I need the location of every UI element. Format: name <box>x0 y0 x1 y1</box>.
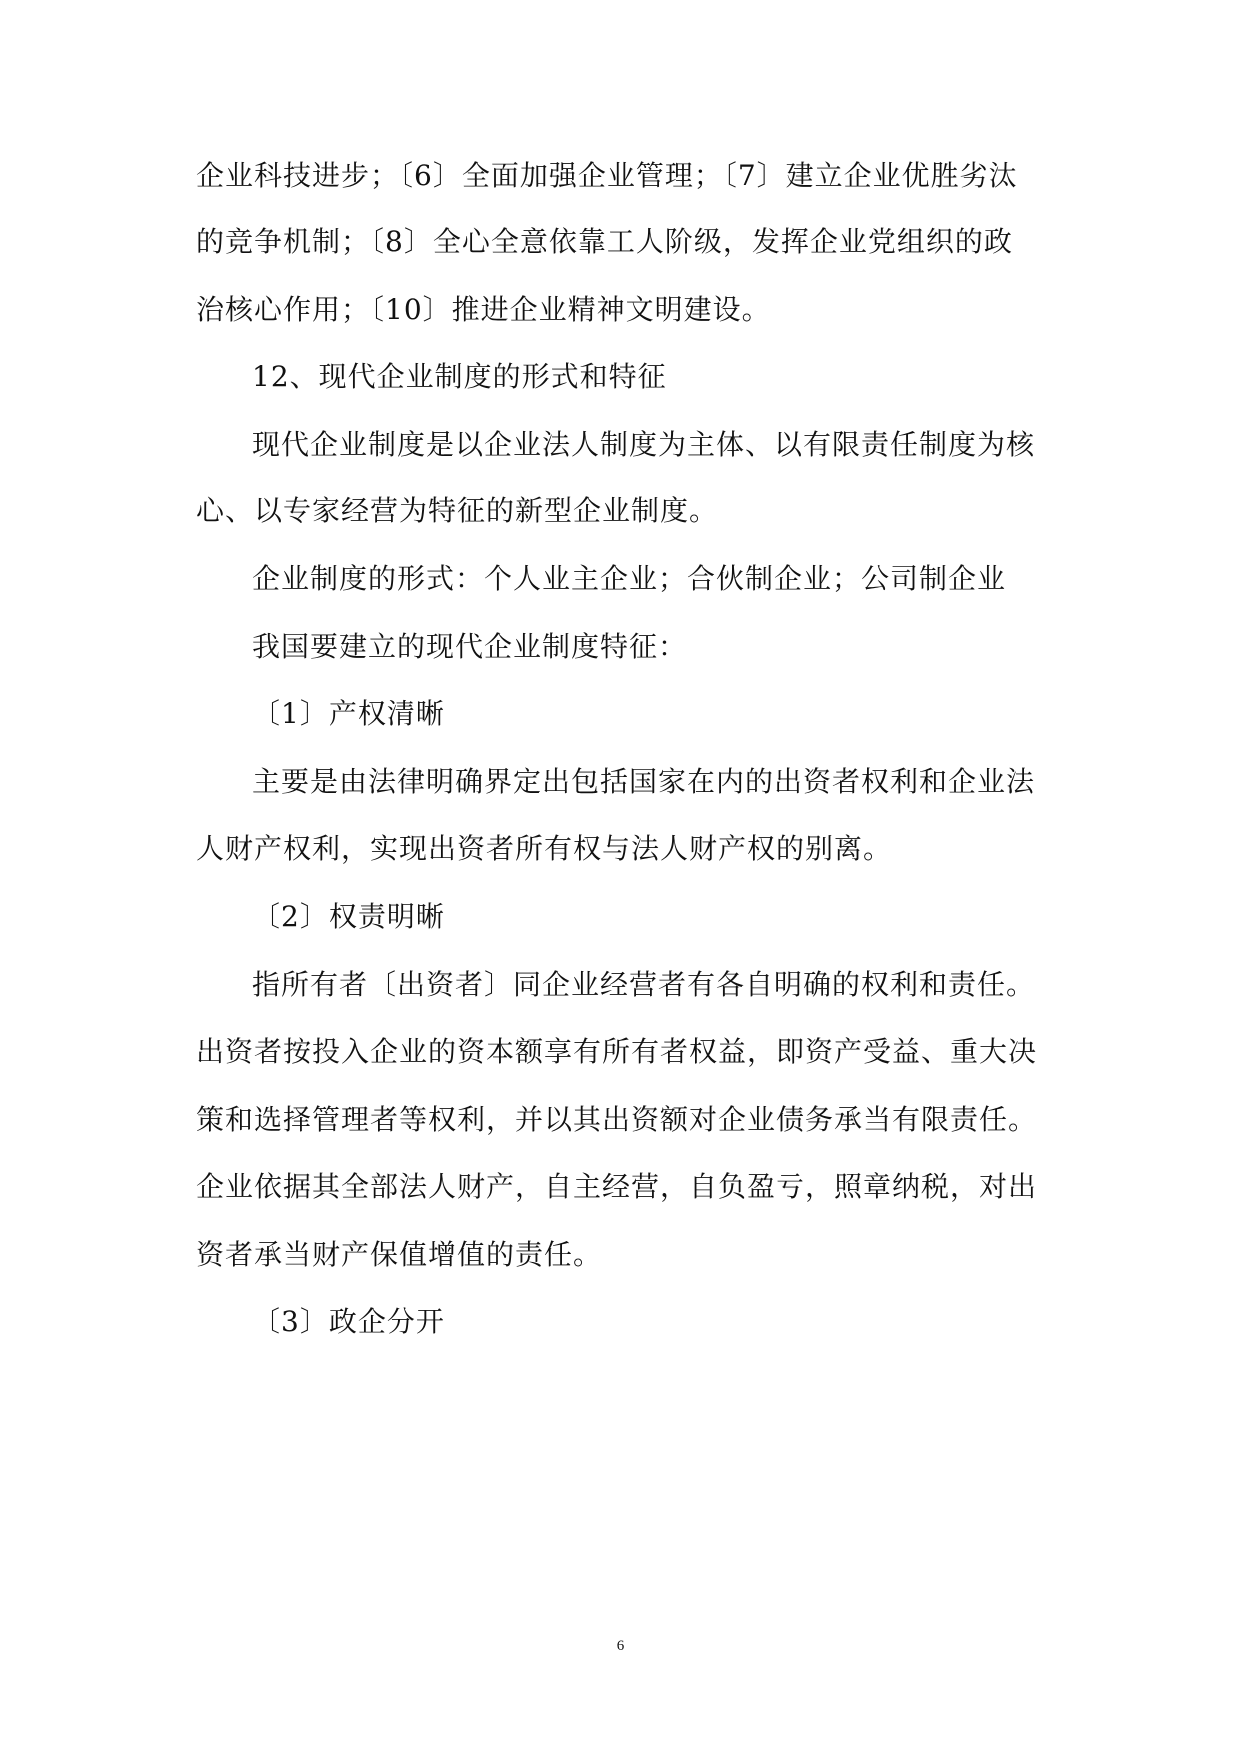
text-line-2: 的竞争机制；〔8〕全心全意依靠工人阶级，发挥企业党组织的政 <box>196 225 1013 258</box>
text-line-3: 治核心作用；〔10〕推进企业精神文明建设。 <box>196 293 771 326</box>
text-line-6: 心、以专家经营为特征的新型企业制度。 <box>196 494 719 527</box>
text-line-1: 企业科技进步；〔6〕全面加强企业管理；〔7〕建立企业优胜劣汰 <box>196 159 1018 192</box>
text-line-8: 我国要建立的现代企业制度特征： <box>252 630 688 663</box>
text-line-16: 企业依据其全部法人财产，自主经营，自负盈亏，照章纳税，对出 <box>196 1170 1038 1203</box>
text-line-15: 策和选择管理者等权利，并以其出资额对企业债务承当有限责任。 <box>196 1103 1038 1136</box>
subheading-1: 〔1〕产权清晰 <box>252 697 445 730</box>
text-line-5: 现代企业制度是以企业法人制度为主体、以有限责任制度为核 <box>252 428 1036 461</box>
text-line-17: 资者承当财产保值增值的责任。 <box>196 1238 603 1271</box>
text-line-7: 企业制度的形式：个人业主企业；合伙制企业；公司制企业 <box>252 562 1007 595</box>
text-line-11: 人财产权利，实现出资者所有权与法人财产权的别离。 <box>196 832 893 865</box>
subheading-3: 〔3〕政企分开 <box>252 1305 445 1338</box>
text-line-14: 出资者按投入企业的资本额享有所有者权益，即资产受益、重大决 <box>196 1035 1038 1068</box>
page-number: 6 <box>616 1638 625 1654</box>
text-line-13: 指所有者〔出资者〕同企业经营者有各自明确的权利和责任。 <box>252 968 1036 1001</box>
subheading-2: 〔2〕权责明晰 <box>252 900 445 933</box>
text-line-10: 主要是由法律明确界定出包括国家在内的出资者权利和企业法 <box>252 765 1036 798</box>
section-heading: 12、现代企业制度的形式和特征 <box>252 360 667 393</box>
